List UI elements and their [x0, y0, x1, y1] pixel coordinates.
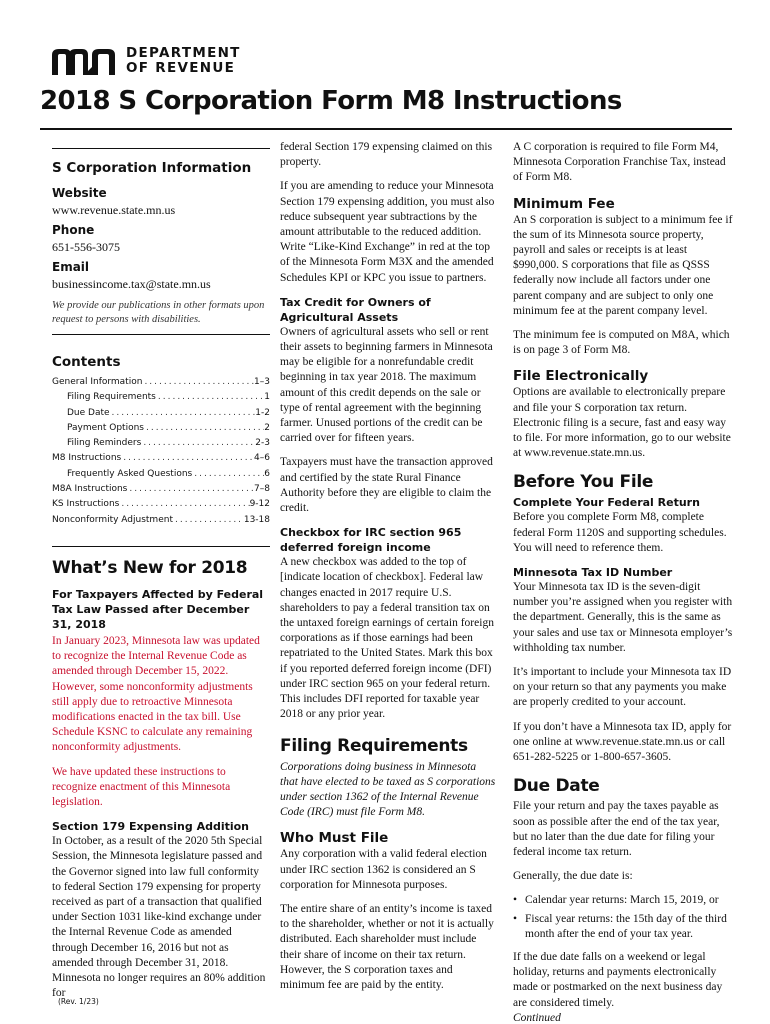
section-179-paragraph: In October, as a result of the 2020 5th Special Session, the Minnesota legislature passed and the Governor signed into law full conformity to federal Section 179 expensing for property received as part of a transaction that qualified under Section 1031 like-kind exchange under the Internal Revenue Code as amended through December 16, 2016 but not as amended through December 31, 2018. Minnesota no longer requires an 80% addition for	[52, 835, 266, 1000]
title-rule	[40, 128, 732, 130]
whats-new-red-paragraph-1: In January 2023, Minnesota law was updated to recognize the Internal Revenue Code as amended through December 15, 2022. However, some nonconformity adjustments still apply due to retroactive Minnesota modifications enacted in the tax bill. Use Schedule KSNC to calculate any remaining nonconformity adjustments.	[52, 634, 260, 754]
tax-id-paragraph-2: It’s important to include your Minnesota tax ID on your return so that any payments you make are properly credited to your account.	[513, 666, 732, 709]
contents-item-page: 1–3	[254, 377, 270, 387]
contents-item-page: 13-18	[243, 514, 270, 525]
logo-wordmark	[126, 46, 241, 76]
contents-item-label: Nonconformity Adjustment	[52, 514, 173, 525]
contents-item-page: 7–8	[254, 484, 270, 495]
whats-new-red-paragraph-2: We have updated these instructions to recognize enactment of this Minnesota legislation.	[52, 765, 231, 808]
contents-item[interactable]	[52, 421, 270, 436]
ag-credit-heading: Tax Credit for Owners of Agricultural Assets	[280, 295, 431, 324]
contents-item[interactable]	[52, 451, 270, 466]
contents-item[interactable]	[52, 482, 270, 497]
section-179-continued: federal Section 179 expensing claimed on this property.	[280, 141, 493, 169]
minimum-fee-paragraph-2: The minimum fee is computed on M8A, which is on page 3 of Form M8.	[513, 329, 730, 357]
federal-return-heading: Complete Your Federal Return	[513, 496, 700, 510]
contents-item[interactable]	[52, 406, 270, 421]
minimum-fee-heading: Minimum Fee	[513, 195, 615, 212]
file-electronically-heading: File Electronically	[513, 368, 649, 385]
whats-new-section	[52, 546, 270, 1001]
contents-item-label: Due Date	[67, 407, 110, 418]
contents-item-page: 1-2	[255, 407, 270, 418]
phone-label: Phone	[52, 223, 95, 237]
info-box	[52, 148, 270, 335]
contents-item-leader	[141, 436, 255, 451]
file-electronically-paragraph: Options are available to electronically prepare and file your S corporation tax return. Electronic filing is a secure, fast and easy way to file. For more information, go to our website at www.revenue.state.mn.us.	[513, 386, 731, 460]
due-date-paragraph-1: File your return and pay the taxes payable as soon as possible after the end of the tax year, but no later than the due date for filing your federal income tax return.	[513, 800, 720, 858]
contents-item[interactable]	[52, 513, 270, 528]
whats-new-heading: What’s New for 2018	[52, 557, 248, 578]
contents-item-leader	[119, 497, 249, 512]
before-you-file-heading: Before You File	[513, 472, 654, 493]
contents-item-page: 4–6	[254, 453, 270, 464]
federal-return-paragraph: Before you complete Form M8, complete federal Form 1120S and supporting schedules. You will need to reference them.	[513, 511, 727, 554]
contents-item[interactable]	[52, 497, 270, 512]
contents-item[interactable]	[52, 467, 270, 482]
ag-credit-paragraph-1: Owners of agricultural assets who sell or rent their assets to beginning farmers in Minnesota may be eligible for a nonrefundable credit beginning in tax year 2018. The maximum amount of this credit depends on the sale or type of rental agreement with the beginning farmer. Unused portions of the credit can be carried over for fifteen years.	[280, 325, 493, 445]
contents-item-label: KS Instructions	[52, 499, 120, 510]
column-3	[513, 140, 733, 1024]
logo-line-1: DEPARTMENT	[126, 45, 241, 61]
who-must-file-paragraph-2: The entire share of an entity’s income is taxed to the shareholder, whether or not it is actually distributed. Each shareholder must include their share of income on their tax return. However, the S corporation taxes and minimum fee are paid by the entity.	[280, 902, 494, 991]
due-date-paragraph-2: Generally, the due date is:	[513, 870, 633, 883]
logo-line-2: OF REVENUE	[126, 60, 236, 76]
contents-item-page: 6	[264, 468, 270, 479]
contents-item-leader	[192, 467, 264, 482]
due-date-list	[513, 893, 733, 942]
page-title: 2018 S Corporation Form M8 Instructions	[40, 86, 622, 116]
department-logo	[52, 46, 241, 76]
column-1	[52, 140, 270, 1010]
filing-requirements-heading: Filing Requirements	[280, 735, 468, 756]
contents	[52, 353, 270, 528]
info-heading: S Corporation Information	[52, 160, 252, 176]
email-link[interactable]: businessincome.tax@state.mn.us	[52, 277, 211, 291]
amending-paragraph: If you are amending to reduce your Minnesota Section 179 expensing addition, you must also reduce subsequent year subtractions by the amount attributable to the reduced addition. Write “Like-Kind Exchange” in red at the top of the Minnesota Form M3X and the amended Schedules KPI or KPC you issue to partners.	[280, 180, 495, 284]
due-date-paragraph-3: If the due date falls on a weekend or legal holiday, returns and payments electronically made or postmarked on the next business day are considered timely.	[513, 950, 723, 1009]
contents-item-label: Filing Reminders	[67, 438, 142, 449]
due-date-bullet-calendar: • Calendar year returns: March 15, 2019, or	[513, 893, 733, 908]
minimum-fee-paragraph-1: An S corporation is subject to a minimum fee if the sum of its Minnesota source property, payroll and sales or receipts is at least $990,000. S corporations that file as QSSS federally now include all factors under one parent company and are subject to only one minimum fee at the parent company level.	[513, 213, 733, 317]
irc-965-paragraph: A new checkbox was added to the top of [indicate location of checkbox]. Federal law changes enacted in 2017 require U.S. shareholders to pay a federal transition tax on the untaxed foreign earnings of certain foreign corporations as if those earnings had been repatriated to the United States. Mark this box if you reported deferred foreign income (DFI) under IRC section 965 on your federal return. This includes DFI reported for taxable year 2018 or any prior year.	[280, 556, 494, 721]
contents-item-label: General Information	[52, 377, 143, 387]
due-date-bullet-fiscal: • Fiscal year returns: the 15th day of the third month after the end of your tax year.	[513, 912, 733, 942]
whats-new-subheading: For Taxpayers Affected by Federal Tax Law Passed after December 31, 2018	[52, 587, 264, 631]
contents-item-page: 1	[264, 392, 270, 403]
contents-item-leader	[110, 406, 256, 421]
due-date-heading: Due Date	[513, 776, 600, 797]
irc-965-heading: Checkbox for IRC section 965 deferred foreign income	[280, 526, 462, 555]
email-label: Email	[52, 260, 90, 274]
c-corp-paragraph: A C corporation is required to file Form M4, Minnesota Corporation Franchise Tax, instead of Form M8.	[513, 141, 726, 184]
accessibility-note: We provide our publications in other formats upon request to persons with disabilities.	[52, 300, 265, 325]
contents-item[interactable]	[52, 390, 270, 405]
tax-id-heading: Minnesota Tax ID Number	[513, 566, 673, 580]
contents-item-leader	[121, 451, 254, 466]
contents-item-label: Filing Requirements	[67, 392, 156, 403]
phone-number[interactable]: 651-556-3075	[52, 240, 120, 254]
contents-item[interactable]	[52, 375, 270, 390]
contents-item-label: Payment Options	[67, 422, 144, 433]
contents-heading: Contents	[52, 354, 121, 370]
mn-logo-icon	[52, 47, 120, 75]
website-link[interactable]: www.revenue.state.mn.us	[52, 203, 176, 217]
contents-item-label: Frequently Asked Questions	[67, 468, 193, 479]
contents-list	[52, 375, 270, 528]
ag-credit-paragraph-2: Taxpayers must have the transaction approved and certified by the state Rural Finance Authority before they are eligible to claim the credit.	[280, 456, 493, 515]
contents-item-leader	[156, 390, 264, 405]
contents-item-page: 9-12	[249, 499, 270, 510]
contents-item-leader	[127, 482, 254, 497]
contents-item-leader	[142, 375, 254, 390]
website-label: Website	[52, 186, 107, 200]
contents-item-page: 2	[264, 422, 270, 433]
tax-id-paragraph-3: If you don’t have a Minnesota tax ID, apply for one online at www.revenue.state.mn.us or call 651-282-5225 or 1-800-657-3605.	[513, 720, 732, 764]
who-must-file-heading: Who Must File	[280, 830, 389, 847]
tax-id-paragraph-1: Your Minnesota tax ID is the seven-digit number you’re assigned when you register with the department. Generally, this is the same as your sales and use tax or Minnesota employer’s withholding tax number.	[513, 581, 733, 654]
contents-item-page: 2-3	[255, 438, 270, 449]
filing-requirements-paragraph: Corporations doing business in Minnesota that have elected to be taxed as S corporations under section 1362 of the Internal Revenue Code (IRC) must file Form M8.	[280, 760, 496, 819]
section-179-heading: Section 179 Expensing Addition	[52, 820, 250, 834]
revision-label: (Rev. 1/23)	[58, 997, 99, 1006]
contents-item[interactable]	[52, 436, 270, 451]
who-must-file-paragraph-1: Any corporation with a valid federal election under IRC section 1362 is considered an S corporation for Minnesota purposes.	[280, 848, 487, 891]
contents-item-label: M8A Instructions	[52, 484, 128, 495]
column-2	[280, 140, 496, 1002]
continued-label: Continued	[513, 1011, 561, 1024]
contents-item-leader	[173, 513, 244, 528]
contents-item-label: M8 Instructions	[52, 453, 122, 464]
contents-item-leader	[144, 421, 264, 436]
